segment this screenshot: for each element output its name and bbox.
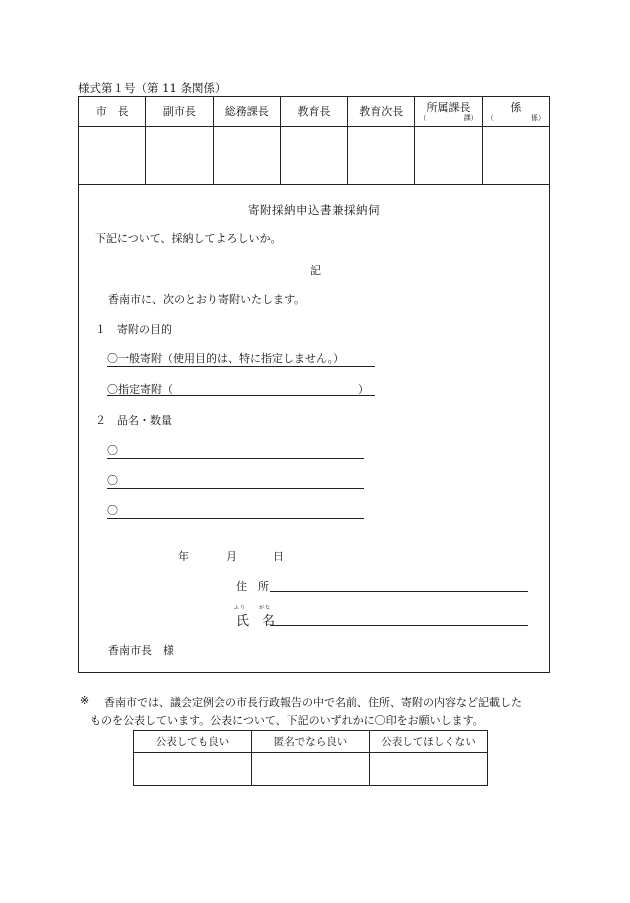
item-bullet: 〇	[107, 504, 118, 517]
address-field[interactable]	[270, 577, 528, 592]
option-designated-donation[interactable]	[107, 381, 375, 396]
stamp-cell[interactable]	[280, 127, 347, 185]
intro-text: 下記について、採納してよろしいか。	[95, 232, 282, 245]
publication-mark-cell-no[interactable]	[370, 753, 488, 786]
approval-col-section-chief: 所属課長 （ 課）	[415, 97, 482, 127]
publication-option-no: 公表してほしくない	[370, 731, 488, 753]
approval-table	[78, 96, 550, 185]
item-bullet: 〇	[107, 444, 118, 457]
publication-option-ok: 公表しても良い	[134, 731, 252, 753]
address-label: 住 所	[236, 580, 269, 593]
date-year: 年	[178, 550, 189, 563]
notice-line-2: ものを公表しています。公表について、下記のいずれかに〇印をお願いします。	[90, 714, 484, 727]
approval-col-mayor: 市 長	[79, 97, 146, 127]
item-line-1[interactable]	[107, 442, 364, 459]
date-day: 日	[273, 550, 284, 563]
addressee: 香南市長 様	[108, 644, 174, 657]
approval-col-staff: 係 （ 係）	[482, 97, 549, 127]
name-ruby-1: ふり	[233, 605, 246, 611]
approval-col-deputy-mayor: 副市長	[146, 97, 213, 127]
publication-header-row	[134, 731, 488, 753]
approval-col-deputy-superintendent: 教育次長	[348, 97, 415, 127]
option-general-label: 〇一般寄附（使用目的は、特に指定しません。）	[107, 352, 345, 365]
option-general-donation[interactable]	[107, 350, 375, 367]
approval-header-row	[79, 97, 550, 127]
item-line-2[interactable]	[107, 472, 364, 489]
item-bullet: 〇	[107, 474, 118, 487]
form-title: 寄附採納申込書兼採納伺	[248, 203, 380, 217]
option-designated-label: 〇指定寄附（	[107, 383, 173, 396]
section2-heading: ２ 品名・数量	[95, 414, 172, 427]
stamp-cell[interactable]	[146, 127, 213, 185]
option-designated-close: ）	[358, 383, 369, 396]
publication-option-anonymous: 匿名でなら良い	[252, 731, 370, 753]
stamp-cell[interactable]	[482, 127, 549, 185]
name-field[interactable]	[270, 610, 528, 626]
approval-col-general-affairs-chief: 総務課長	[213, 97, 280, 127]
name-ruby-2: がな	[258, 605, 271, 611]
name-label: 氏 名	[236, 614, 276, 629]
publication-mark-row	[134, 753, 488, 786]
stamp-cell[interactable]	[79, 127, 146, 185]
ki-label: 記	[310, 264, 321, 277]
stamp-cell[interactable]	[213, 127, 280, 185]
stamp-cell[interactable]	[348, 127, 415, 185]
date-month: 月	[226, 550, 237, 563]
item-line-3[interactable]	[107, 502, 364, 519]
publication-mark-cell-ok[interactable]	[134, 753, 252, 786]
approval-stamp-row	[79, 127, 550, 185]
stamp-cell[interactable]	[415, 127, 482, 185]
form-number: 様式第１号（第 11 条関係）	[78, 81, 227, 95]
notice-line-1: 香南市では、議会定例会の市長行政報告の中で名前、住所、寄附の内容など記載した	[104, 696, 522, 709]
publication-table	[133, 730, 488, 786]
approval-col-superintendent: 教育長	[280, 97, 347, 127]
section1-heading: １ 寄附の目的	[95, 323, 172, 336]
declaration-text: 香南市に、次のとおり寄附いたします。	[108, 293, 306, 306]
notice-mark: ※	[80, 694, 90, 707]
publication-mark-cell-anonymous[interactable]	[252, 753, 370, 786]
